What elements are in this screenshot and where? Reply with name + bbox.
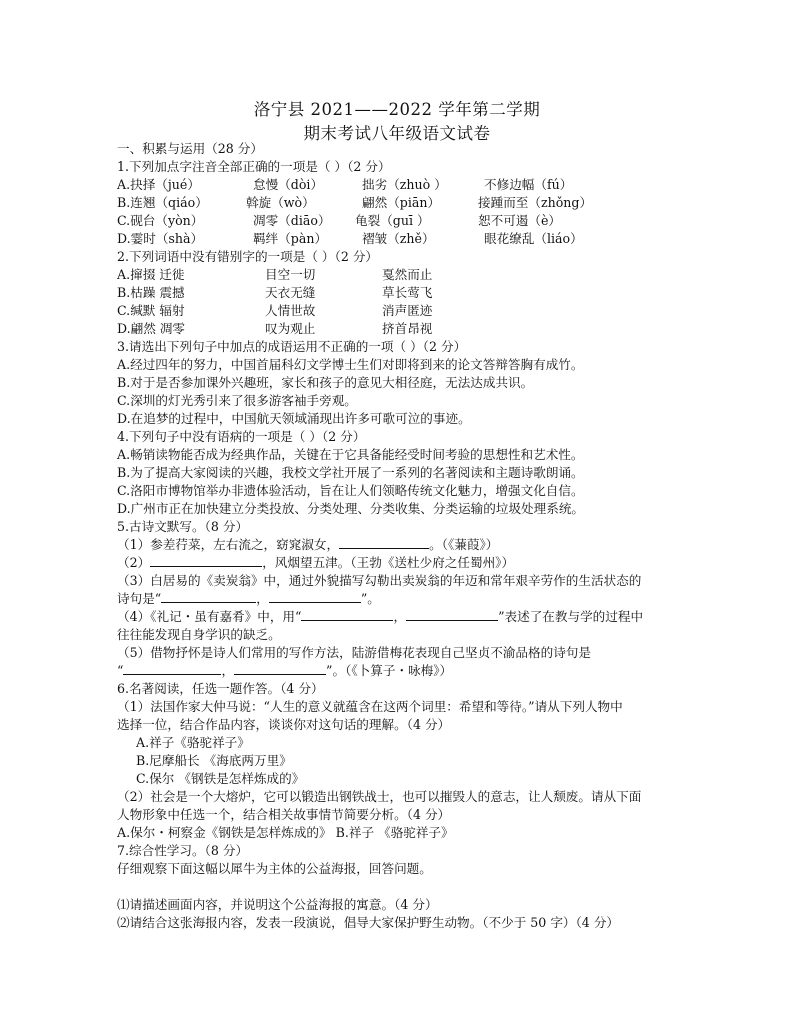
q1-d-1: D.霎时（shà） — [117, 231, 204, 246]
q5-item-3-end: ”。 — [360, 591, 380, 606]
q1-b-2: 斡旋（wò） — [246, 195, 315, 210]
q6-part1-line2: 选择一位，结合作品内容，谈谈你对这句话的理解。（4 分） — [117, 717, 451, 732]
q5-item-3: （3）白居易的《卖炭翁》中，通过外貌描写勾勒出卖炭翁的年迈和常年艰辛劳作的生活状态的 — [117, 573, 642, 588]
q1-b-1: B.连翘（qiáo） — [117, 195, 208, 210]
q4-option-a: A.畅销读物能否成为经典作品，关键在于它具备能经受时间考验的思想性和艺术性。 — [117, 447, 584, 462]
answer-blank[interactable] — [234, 663, 326, 675]
q5-item-3-lead: 诗句是“ — [117, 591, 162, 606]
q2-a-2: 目空一切 — [265, 267, 316, 282]
q5-item-4-tail: ”表述了在教与学的过程中 — [498, 609, 644, 624]
q5-item-4-text: （4）《礼记・虽有嘉肴》中，用“ — [117, 609, 302, 624]
q2-d-1: D.翩然 凋零 — [117, 321, 186, 336]
q5-item-5-lead: “ — [117, 663, 124, 678]
q2-d-2: 叹为观止 — [265, 321, 316, 336]
q5-item-5-end: ”。（《卜算子・咏梅》） — [326, 663, 453, 678]
q4-option-b: B.为了提高大家阅读的兴趣，我校文学社开展了一系列的名著阅读和主题诗歌朗诵。 — [117, 465, 584, 480]
q1-c-2: 凋零（diāo） — [253, 213, 331, 228]
q2-c-3: 消声匿迹 — [382, 303, 433, 318]
q6-part2-line2: 人物形象中任选一个，结合相关故事情节简要分析。（4 分） — [117, 807, 451, 822]
q1-d-2: 羁绊（pàn） — [253, 231, 328, 246]
answer-blank[interactable] — [339, 537, 429, 549]
q1-d-3: 褶皱（zhě） — [362, 231, 435, 246]
exam-title-line2: 期末考试八年级语文试卷 — [303, 124, 491, 143]
q5-item-5: （5）借物抒怀是诗人们常用的写作方法，陆游借梅花表现自己坚贞不渝品格的诗句是 — [117, 645, 591, 660]
q7-sub1: ⑴请描述画面内容，并说明这个公益海报的寓意。（4 分） — [117, 897, 438, 912]
q7-stem: 7.综合性学习。（8 分） — [117, 843, 249, 858]
q5-item-1 — [117, 537, 498, 553]
q1-a-3: 拙劣（zhuò ） — [362, 177, 447, 192]
q6-stem: 6.名著阅读，任选一题作答。（4 分） — [117, 681, 324, 696]
exam-title-line1: 洛宁县 2021——2022 学年第二学期 — [253, 100, 541, 119]
answer-blank[interactable] — [301, 609, 393, 621]
q5-item-2-num: （2） — [117, 555, 151, 570]
answer-blank[interactable] — [123, 663, 221, 675]
q2-stem: 2.下列词语中没有错别字的一项是（ ）（2 分） — [117, 249, 379, 264]
q6-part1-line1: （1）法国作家大仲马说：“人生的意义就蕴含在这两个词里：希望和等待。”请从下列人物中 — [117, 699, 623, 714]
q4-option-d: D.广州市正在加快建立分类投放、分类处理、分类收集、分类运输的垃圾处理系统。 — [117, 501, 585, 516]
q2-a-1: A.撺掇 迁徙 — [117, 267, 185, 282]
q1-c-1: C.砚台（yòn） — [117, 213, 204, 228]
q1-a-2: 怠慢（dòi） — [253, 177, 324, 192]
q3-option-a: A.经过四年的努力，中国首届科幻文学博士生们对即将到来的论文答辩答胸有成竹。 — [117, 357, 584, 372]
q6-part2-line1: （2）社会是一个大熔炉，它可以锻造出钢铁战士，也可以摧毁人的意志，让人颓废。请从下面 — [117, 789, 642, 804]
q1-a-1: A.抉择（jué） — [117, 177, 200, 192]
q2-a-3: 戛然而止 — [382, 267, 433, 282]
q5-item-2-text: ，风烟望五津。（王勃《送杜少府之任蜀州》） — [262, 555, 515, 570]
q1-a-4: 不修边幅（fú） — [484, 177, 573, 192]
q2-c-1: C.缄默 辐射 — [117, 303, 185, 318]
q4-stem: 4.下列句子中没有语病的一项是（ ）（2 分） — [117, 429, 366, 444]
q6-option-c: C.保尔 《钢铁是怎样炼成的》 — [136, 771, 305, 786]
q6-option-b: B.尼摩船长 《海底两万里》 — [136, 753, 292, 768]
q3-option-c: C.深圳的灯光秀引来了很多游客袖手旁观。 — [117, 393, 357, 408]
q1-c-3: 龟裂（guī ） — [355, 213, 430, 228]
answer-blank[interactable] — [150, 555, 262, 567]
q5-item-3-answer — [117, 591, 380, 607]
q1-stem: 1.下列加点字注音全部正确的一项是（ ）（2 分） — [117, 159, 391, 174]
q1-c-4: 恕不可遏（è） — [478, 213, 562, 228]
answer-blank[interactable] — [406, 609, 498, 621]
q5-item-4-cont: 往往能发现自身学识的缺乏。 — [117, 627, 281, 642]
section-heading: 一、积累与运用（28 分） — [117, 141, 263, 156]
q2-b-2: 天衣无缝 — [265, 285, 316, 300]
q3-option-d: D.在追梦的过程中，中国航天领域涌现出许多可歌可泣的事迹。 — [117, 411, 471, 426]
q5-item-4 — [117, 609, 643, 625]
q5-item-5-answer — [117, 663, 452, 679]
q5-item-1-source: 。（《蒹葭》） — [429, 537, 499, 552]
q5-stem: 5.古诗文默写。（8 分） — [117, 519, 249, 534]
q2-d-3: 挤首昂视 — [382, 321, 433, 336]
answer-blank[interactable] — [161, 591, 256, 603]
q5-item-3-comma: ， — [256, 591, 269, 606]
q3-stem: 3.请选出下列句子中加点的成语运用不正确的一项（ ）（2 分） — [117, 339, 467, 354]
q2-c-2: 人情世故 — [265, 303, 316, 318]
q6-option-a: A.祥子《骆驼祥子》 — [136, 735, 250, 750]
q6-part2-options: A.保尔・柯察金《钢铁是怎样炼成的》 B.祥子 《骆驼祥子》 — [117, 825, 454, 840]
q1-d-4: 眼花缭乱（liáo） — [484, 231, 583, 246]
q7-sub2: ⑵请结合这张海报内容，发表一段演说，倡导大家保护野生动物。（不少于 50 字）（4 分） — [117, 915, 620, 930]
q5-item-4-comma: ， — [393, 609, 407, 624]
q4-option-c: C.洛阳市博物馆举办非遗体验活动，旨在让人们领略传统文化魅力，增强文化自信。 — [117, 483, 584, 498]
q2-b-1: B.枯躁 震撼 — [117, 285, 185, 300]
q5-item-5-comma: ， — [221, 663, 235, 678]
answer-blank[interactable] — [269, 591, 361, 603]
q5-item-1-text: （1）参差荇菜，左右流之，窈窕淑女， — [117, 537, 340, 552]
q3-option-b: B.对于是否参加课外兴趣班，家长和孩子的意见大相径庭，无法达成共识。 — [117, 375, 534, 390]
q1-b-3: 翩然（piān） — [362, 195, 441, 210]
q5-item-2 — [117, 555, 514, 571]
q2-b-3: 草长莺飞 — [382, 285, 433, 300]
q1-b-4: 接踵而至（zhǒng） — [478, 195, 593, 210]
q7-intro: 仔细观察下面这幅以犀牛为主体的公益海报，回答问题。 — [117, 861, 432, 876]
